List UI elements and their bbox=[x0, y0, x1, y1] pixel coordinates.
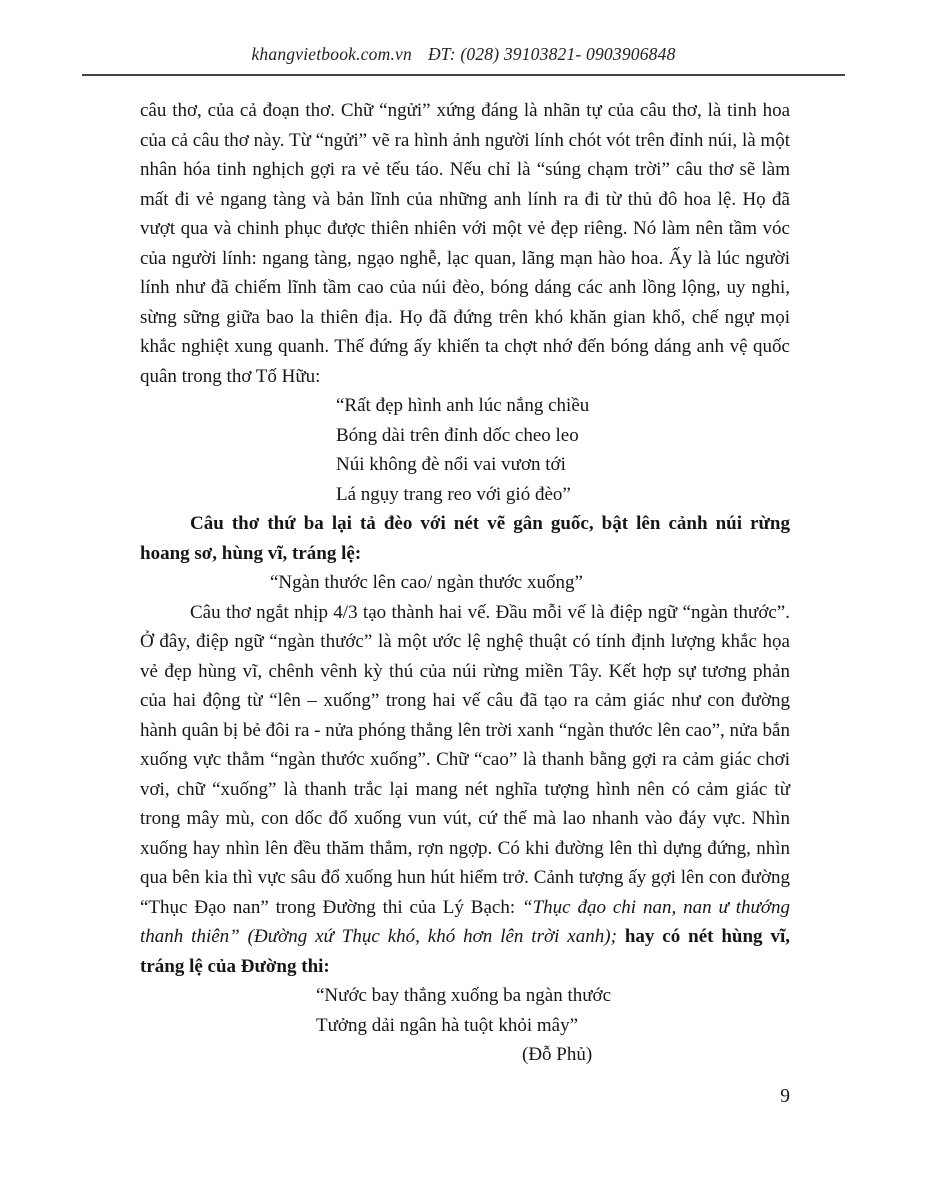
page-number: 9 bbox=[780, 1085, 790, 1107]
analysis-text-normal: Câu thơ ngắt nhịp 4/3 tạo thành hai vế. Đầu mỗi vế là điệp ngữ “ngàn thước”. Ở đây, điệp ngữ “ngàn thước” là một ước lệ nghệ thuật có tính định lượng khắc họa vẻ đẹp hùng vĩ, chênh vênh kỳ thú của núi rừng miền Tây. Kết hợp sự tương phản của hai động từ “lên – xuống” trong hai vế câu đã tạo ra cảm giác như con đường hành quân bị bẻ đôi ra - nửa phóng thẳng lên trời xanh “ngàn thước lên cao”, nửa bắn xuống vực thẳm “ngàn thước xuống”. Chữ “cao” là thanh bằng gợi ra cảm giác chơi vơi, chữ “xuống” là thanh trắc lại mang nét nghĩa tượng hình nên có cảm giác từ trong mây mù, con dốc đổ xuống vun vút, cứ thế mà lao nhanh vào đáy vực. Nhìn xuống hay nhìn lên đều thăm thẳm, rợn ngợp. Có khi đường lên thì dựng đứng, nhìn qua bên kia thì vực sâu đổ xuống hun hút hiểm trở. Cảnh tượng ấy gợi lên con đường “Thục Đạo nan” trong Đường thi của Lý Bạch: bbox=[140, 601, 790, 918]
poem-attribution: (Đỗ Phủ) bbox=[522, 1044, 593, 1065]
analysis-quote-italic: “Thục đạo chi nan, nan ư thướng thanh thiên” (Đường xứ Thục khó, khó hơn lên trời xanh); bbox=[140, 896, 790, 947]
poem-line: “Rất đẹp hình anh lúc nắng chiều bbox=[336, 395, 590, 416]
poem-line: Tưởng dải ngân hà tuột khỏi mây” bbox=[316, 1014, 579, 1036]
poem-line: “Nước bay thẳng xuống ba ngàn thước bbox=[316, 985, 612, 1006]
verse-quote: “Ngàn thước lên cao/ ngàn thước xuống” bbox=[270, 572, 583, 593]
header-phone: ĐT: (028) 39103821- 0903906848 bbox=[427, 44, 676, 64]
paragraph-bold-lead: Câu thơ thứ ba lại tả đèo với nét vẽ gân guốc, bật lên cảnh núi rừng hoang sơ, hùng vĩ, tráng lệ: bbox=[140, 513, 790, 564]
page-header bbox=[0, 0, 927, 65]
paragraph-intro: câu thơ, của cả đoạn thơ. Chữ “ngửi” xứng đáng là nhãn tự của câu thơ, là tinh hoa của cả câu thơ này. Từ “ngửi” vẽ ra hình ảnh người lính chót vót trên đỉnh núi, là một nhân hóa tinh nghịch gợi ra vẻ tếu táo. Nếu chỉ là “súng chạm trời” câu thơ sẽ làm mất đi vẻ ngang tàng và bản lĩnh của những anh lính ra đi từ thủ đô hoa lệ. Họ đã vượt qua và chinh phục được thiên nhiên với một vẻ đẹp riêng. Nó làm nên tầm vóc của người lính: ngang tàng, ngạo nghễ, lạc quan, lãng mạn hào hoa. Ấy là lúc người lính như đã chiếm lĩnh tầm cao của núi đèo, bóng dáng các anh lồng lộng, uy nghi, sừng sững giữa bao la thiên địa. Họ đã đứng trên khó khăn gian khổ, chế ngự mọi khắc nghiệt xung quanh. Thế đứng ấy khiến ta chợt nhớ đến bóng dáng anh vệ quốc quân trong thơ Tố Hữu: bbox=[140, 100, 790, 387]
header-divider bbox=[82, 74, 845, 76]
poem-line: Núi không đè nổi vai vươn tới bbox=[336, 454, 566, 475]
poem-line: Lá ngụy trang reo với gió đèo” bbox=[336, 483, 571, 505]
header-website: khangvietbook.com.vn bbox=[251, 44, 412, 64]
poem-do-phu bbox=[316, 981, 790, 1040]
poem-to-huu bbox=[336, 391, 790, 509]
page-content bbox=[140, 96, 790, 1111]
paragraph-analysis bbox=[140, 598, 790, 982]
analysis-text-bold: hay có nét hùng vĩ, tráng lệ của Đường thi: bbox=[140, 926, 790, 977]
poem-line: Bóng dài trên đỉnh dốc cheo leo bbox=[336, 424, 579, 446]
